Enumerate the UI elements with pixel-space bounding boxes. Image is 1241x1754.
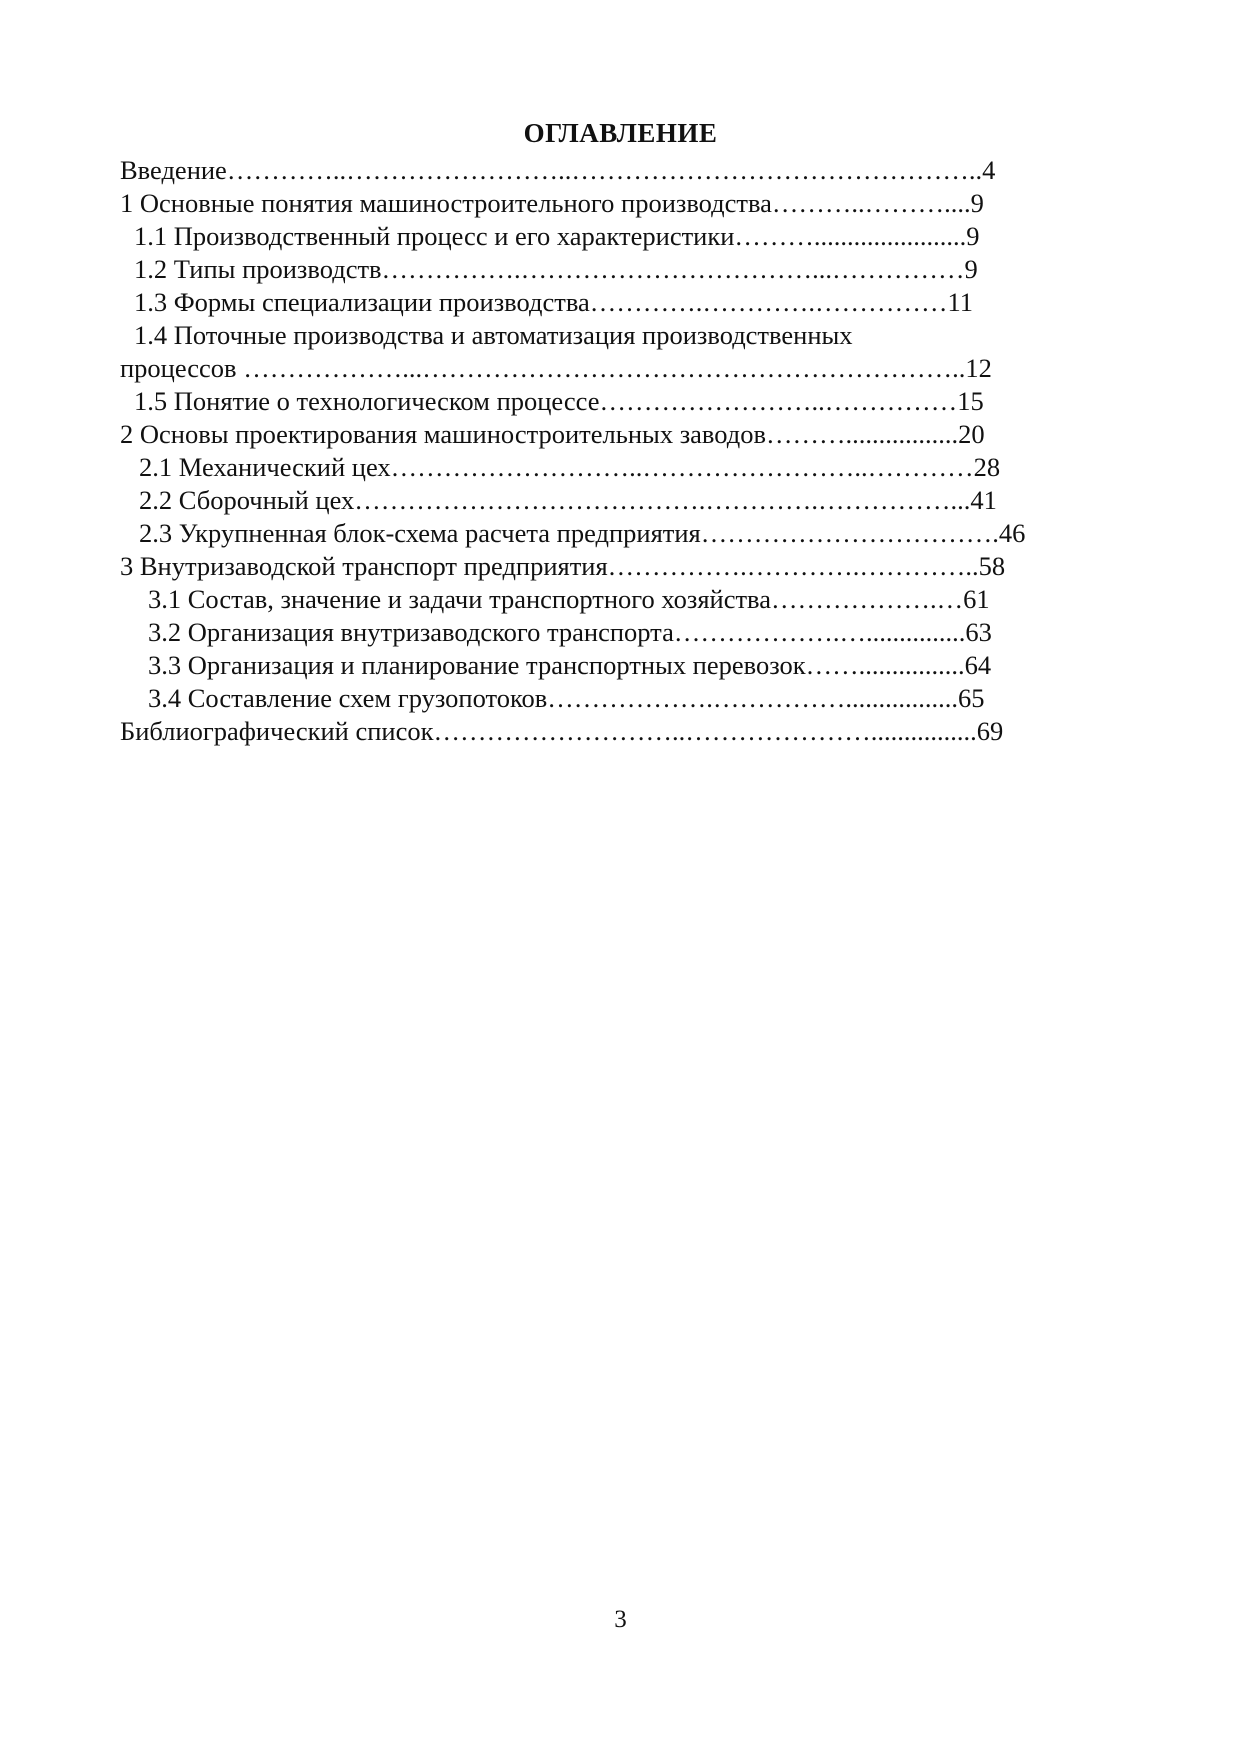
toc-entry-chapter-2[interactable]: 2 Основы проектирования машиностроительных заводов……….................20 bbox=[120, 419, 985, 449]
toc-entry-1-2[interactable]: 1.2 Типы производств…………….……………………………...……………9 bbox=[134, 254, 978, 284]
toc-entry-2-1[interactable]: 2.1 Механический цех………………………..……………………..…………28 bbox=[139, 452, 1001, 482]
toc-entry-2-2[interactable]: 2.2 Сборочный цех………………………………….………….……………...41 bbox=[139, 485, 997, 515]
toc-entry-1-4-continuation[interactable]: процессов ………………...……………………………………………………..12 bbox=[120, 353, 992, 383]
toc-entry-1-3[interactable]: 1.3 Формы специализации производства………….………….……………11 bbox=[134, 287, 974, 317]
toc-entry-3-4[interactable]: 3.4 Составление схем грузопотоков……………….…………….................65 bbox=[148, 683, 985, 713]
toc-entry-chapter-1[interactable]: 1 Основные понятия машиностроительного производства………..………....9 bbox=[120, 188, 984, 218]
toc-entry-1-1[interactable]: 1.1 Производственный процесс и его характеристики……….......................9 bbox=[134, 221, 980, 251]
toc-entry-2-3[interactable]: 2.3 Укрупненная блок-схема расчета предприятия…………………………….46 bbox=[139, 518, 1026, 548]
toc-entry-1-5[interactable]: 1.5 Понятие о технологическом процессе……………………..……………15 bbox=[134, 386, 984, 416]
page-number: 3 bbox=[614, 1606, 627, 1633]
toc-entry-introduction[interactable]: Введение…………..……………………..………………………………………..4 bbox=[120, 155, 996, 185]
toc-entry-3-2[interactable]: 3.2 Организация внутризаводского транспорта……………….…...............63 bbox=[148, 617, 992, 647]
toc-entry-3-1[interactable]: 3.1 Состав, значение и задачи транспортного хозяйства……………….…61 bbox=[148, 584, 990, 614]
toc-entry-1-4[interactable]: 1.4 Поточные производства и автоматизация производственных bbox=[134, 320, 853, 350]
page-title: ОГЛАВЛЕНИЕ bbox=[523, 118, 718, 148]
toc-entry-3-3[interactable]: 3.3 Организация и планирование транспортных перевозок……................64 bbox=[148, 650, 992, 680]
toc-entry-bibliography[interactable]: Библиографический список………………………..…………………................69 bbox=[120, 716, 1004, 746]
toc-entry-chapter-3[interactable]: 3 Внутризаводской транспорт предприятия…………….………….…………..58 bbox=[120, 551, 1006, 581]
